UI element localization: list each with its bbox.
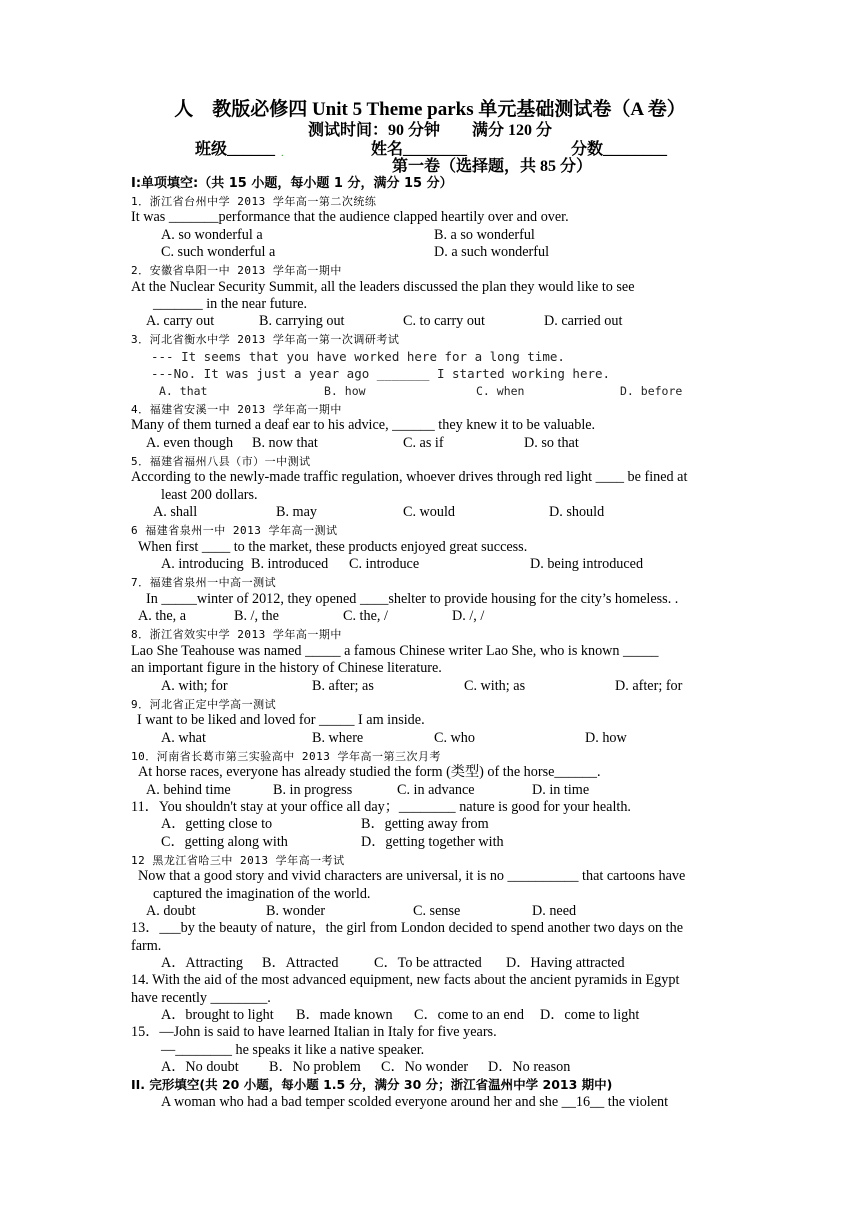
q10-source: 10．河南省长葛市第三实验高中 2013 学年高一第三次月考 xyxy=(131,750,441,763)
q6-option-b: B. introduced xyxy=(251,556,329,572)
q13-stem-line1: 13．___by the beauty of nature，the girl from London decided to spend another two days on the xyxy=(131,920,683,936)
q12-stem-line1: Now that a good story and vivid characters are universal, it is no __________ that cartoons have xyxy=(138,868,686,884)
q14-option-b: B．made known xyxy=(296,1007,393,1023)
q11-stem: 11．You shouldn't stay at your office all day；________ nature is good for your health. xyxy=(131,799,631,815)
q10-option-d: D. in time xyxy=(532,782,590,798)
q14-stem-line2: have recently ________. xyxy=(131,990,271,1006)
q4-option-d: D. so that xyxy=(524,435,579,451)
q4-option-c: C. as if xyxy=(403,435,444,451)
q14-option-c: C．come to an end xyxy=(414,1007,524,1023)
q8-source: 8．浙江省效实中学 2013 学年高一期中 xyxy=(131,628,342,641)
q15-stem-line2: —________ he speaks it like a native speaker. xyxy=(161,1042,425,1058)
q4-stem: Many of them turned a deaf ear to his advice, ______ they knew it to be valuable. xyxy=(131,417,596,433)
name-field: 姓名________ xyxy=(371,141,468,158)
q1-source: 1．浙江省台州中学 2013 学年高一第二次统练 xyxy=(131,195,377,208)
q5-option-a: A. shall xyxy=(153,504,198,520)
q7-stem: In _____winter of 2012, they opened ____shelter to provide housing for the city’s homeless. . xyxy=(146,591,679,607)
q9-option-a: A. what xyxy=(161,730,206,746)
q8-stem-line1: Lao She Teahouse was named _____ a famous Chinese writer Lao She, who is known _____ xyxy=(131,643,659,659)
q10-stem: At horse races, everyone has already studied the form (类型) of the horse______. xyxy=(138,764,601,780)
q12-option-b: B. wonder xyxy=(266,903,326,919)
score-field: 分数________ xyxy=(571,141,668,158)
q3-option-c: C. when xyxy=(476,384,525,398)
q13-option-b: B．Attracted xyxy=(262,955,339,971)
q3-dialogue-line1: --- It seems that you have worked here for a long time. xyxy=(151,349,565,364)
class-field: 班级______ xyxy=(195,141,276,158)
q7-option-c: C. the, / xyxy=(343,608,388,624)
q6-option-c: C. introduce xyxy=(349,556,420,572)
q2-stem-line2: _______ in the near future. xyxy=(153,296,308,312)
q5-stem-line1: According to the newly-made traffic regulation, whoever drives through red light ____ be fined at xyxy=(131,469,688,485)
q12-option-a: A. doubt xyxy=(146,903,196,919)
q11-option-a: A．getting close to xyxy=(161,816,273,832)
q8-option-c: C. with; as xyxy=(464,678,526,694)
q2-option-b: B. carrying out xyxy=(259,313,345,329)
q1-option-b: B. a so wonderful xyxy=(434,227,535,243)
q3-option-b: B. how xyxy=(324,384,366,398)
q6-option-a: A. introducing xyxy=(161,556,244,572)
q12-option-d: D. need xyxy=(532,903,577,919)
section-two-heading: II. 完形填空(共 20 小题，每小题 1.5 分，满分 30 分；浙江省温州中学 2013 期中) xyxy=(131,1077,613,1092)
q7-option-b: B. /, the xyxy=(234,608,279,624)
q2-option-d: D. carried out xyxy=(544,313,623,329)
q4-option-b: B. now that xyxy=(252,435,318,451)
q13-stem-line2: farm. xyxy=(131,938,162,954)
q14-option-a: A．brought to light xyxy=(161,1007,274,1023)
q7-option-d: D. /, / xyxy=(452,608,485,624)
q1-option-d: D. a such wonderful xyxy=(434,244,550,260)
volume-one-heading: 第一卷（选择题，共 85 分） xyxy=(392,158,593,175)
q8-option-a: A. with; for xyxy=(161,678,228,694)
q12-source: 12 黑龙江省哈三中 2013 学年高一考试 xyxy=(131,854,345,867)
q13-option-a: A．Attracting xyxy=(161,955,243,971)
q12-stem-line2: captured the imagination of the world. xyxy=(153,886,371,902)
q10-option-a: A. behind time xyxy=(146,782,231,798)
q15-option-b: B．No problem xyxy=(269,1059,361,1075)
q14-stem-line1: 14. With the aid of the most advanced equipment, new facts about the ancient pyramids in Egypt xyxy=(131,972,680,988)
q3-option-d: D. before xyxy=(620,384,683,398)
q8-option-d: D. after; for xyxy=(615,678,683,694)
q9-option-d: D. how xyxy=(585,730,627,746)
q11-option-b: B．getting away from xyxy=(361,816,489,832)
q5-stem-line2: least 200 dollars. xyxy=(161,487,258,503)
q6-stem: When first ____ to the market, these products enjoyed great success. xyxy=(138,539,528,555)
q1-option-c: C. such wonderful a xyxy=(161,244,276,260)
q5-option-b: B. may xyxy=(276,504,317,520)
q5-option-c: C. would xyxy=(403,504,456,520)
exam-time-line: 测试时间：90 分钟 满分 120 分 xyxy=(307,122,552,139)
q3-source: 3．河北省衡水中学 2013 学年高一第一次调研考试 xyxy=(131,333,400,346)
q1-option-a: A. so wonderful a xyxy=(161,227,263,243)
q5-source: 5．福建省福州八县（市）一中测试 xyxy=(131,455,311,468)
q1-stem: It was _______performance that the audience clapped heartily over and over. xyxy=(131,209,569,225)
q9-stem: I want to be liked and loved for _____ I am inside. xyxy=(137,712,425,728)
q3-option-a: A. that xyxy=(159,384,208,398)
q7-source: 7．福建省泉州一中高一测试 xyxy=(131,576,277,589)
q8-option-b: B. after; as xyxy=(312,678,374,694)
q4-option-a: A. even though xyxy=(146,435,234,451)
q9-option-c: C. who xyxy=(434,730,475,746)
q11-option-d: D．getting together with xyxy=(361,834,504,850)
q2-option-c: C. to carry out xyxy=(403,313,485,329)
q9-option-b: B. where xyxy=(312,730,364,746)
q4-source: 4．福建省安溪一中 2013 学年高一期中 xyxy=(131,403,342,416)
q10-option-c: C. in advance xyxy=(397,782,475,798)
q3-dialogue-line2: ---No. It was just a year ago _______ I started working here. xyxy=(151,366,611,381)
q14-option-d: D．come to light xyxy=(540,1007,640,1023)
q2-source: 2．安徽省阜阳一中 2013 学年高一期中 xyxy=(131,264,342,277)
q7-option-a: A. the, a xyxy=(138,608,187,624)
q15-option-a: A．No doubt xyxy=(161,1059,239,1075)
green-dot-mark: . xyxy=(281,148,284,159)
q15-option-d: D．No reason xyxy=(488,1059,571,1075)
q8-stem-line2: an important figure in the history of Chinese literature. xyxy=(131,660,442,676)
q11-option-c: C．getting along with xyxy=(161,834,288,850)
q13-option-d: D．Having attracted xyxy=(506,955,625,971)
exam-title: 人 教版必修四 Unit 5 Theme parks 单元基础测试卷（A 卷） xyxy=(174,99,686,120)
q6-option-d: D. being introduced xyxy=(530,556,644,572)
q15-stem-line1: 15．—John is said to have learned Italian in Italy for five years. xyxy=(131,1024,497,1040)
q15-option-c: C．No wonder xyxy=(381,1059,469,1075)
q2-stem-line1: At the Nuclear Security Summit, all the leaders discussed the plan they would like to see xyxy=(131,279,635,295)
q10-option-b: B. in progress xyxy=(273,782,353,798)
cloze-passage-line1: A woman who had a bad temper scolded everyone around her and she __16__ the violent xyxy=(161,1094,669,1110)
q9-source: 9．河北省正定中学高一测试 xyxy=(131,698,277,711)
q12-option-c: C. sense xyxy=(413,903,461,919)
q2-option-a: A. carry out xyxy=(146,313,215,329)
section-one-heading: I:单项填空:（共 15 小题，每小题 1 分，满分 15 分） xyxy=(131,176,453,191)
q6-source: 6 福建省泉州一中 2013 学年高一测试 xyxy=(131,524,338,537)
q13-option-c: C．To be attracted xyxy=(374,955,482,971)
q5-option-d: D. should xyxy=(549,504,605,520)
